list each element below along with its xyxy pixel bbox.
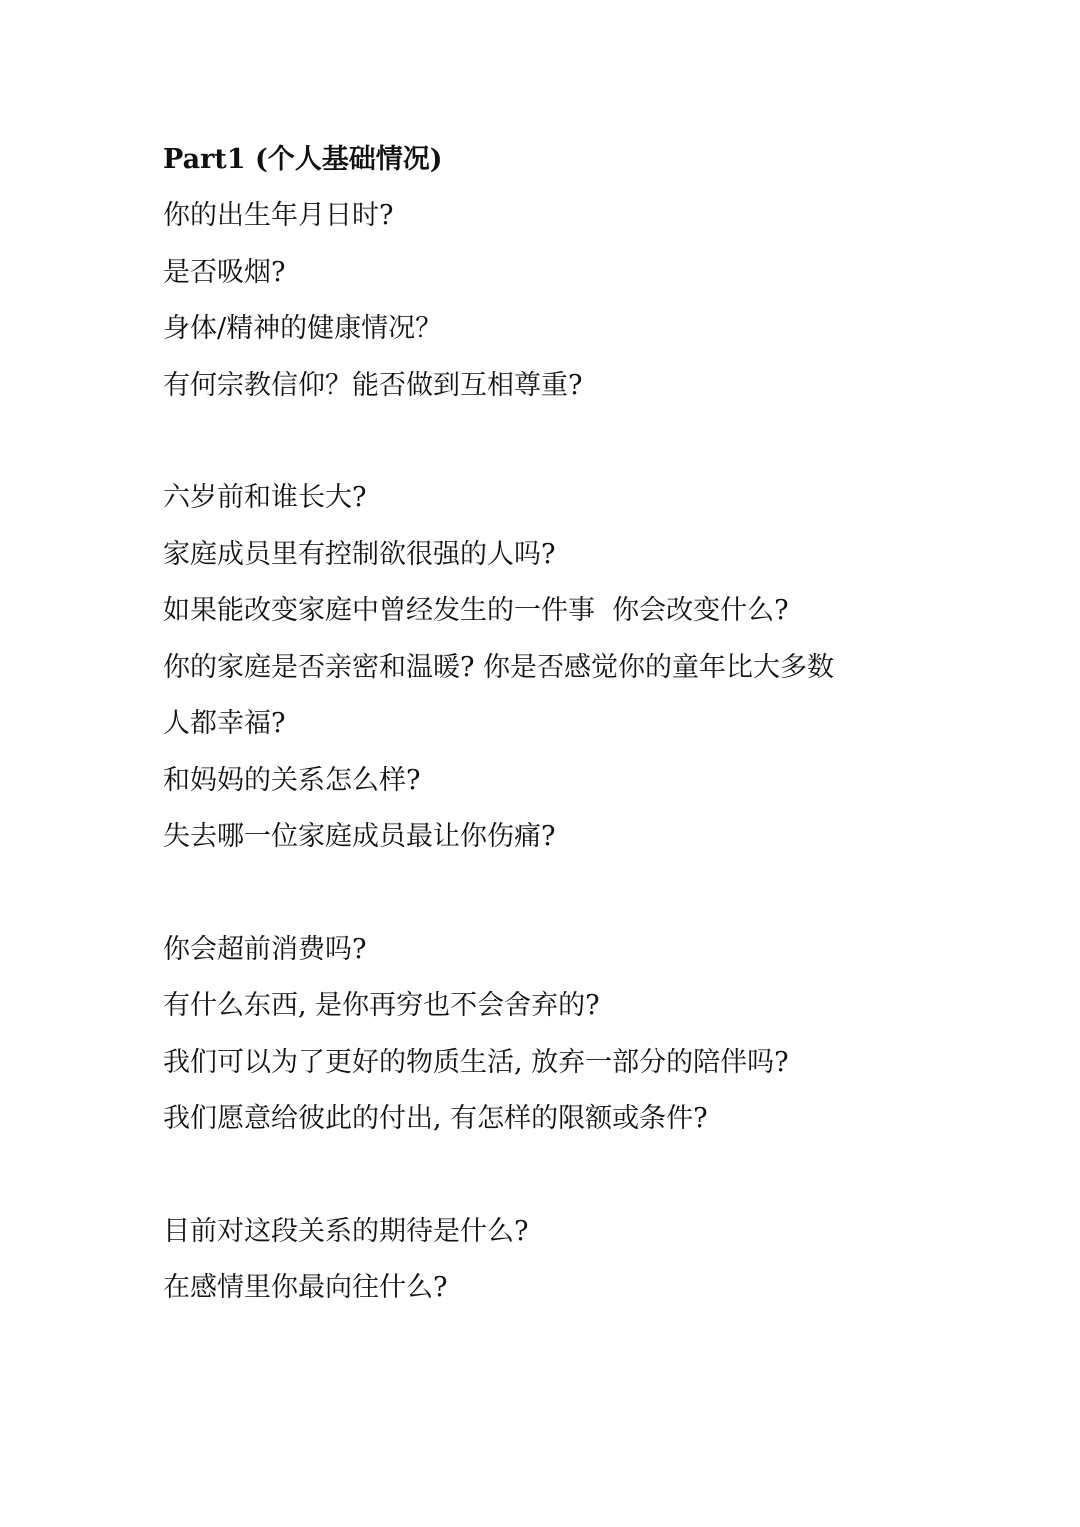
- question-line: 你的家庭是否亲密和温暖? 你是否感觉你的童年比大多数: [163, 651, 835, 683]
- question-line: 有什么东西, 是你再穷也不会舍弃的?: [163, 990, 600, 1021]
- section-relationship: [163, 1204, 983, 1317]
- section-money: [163, 922, 983, 1148]
- question-line: 失去哪一位家庭成员最让你伤痛?: [163, 821, 556, 852]
- question-line: 目前对这段关系的期待是什么?: [163, 1215, 529, 1247]
- question-line: 和妈妈的关系怎么样?: [163, 764, 421, 796]
- section-spacer: [163, 866, 983, 922]
- question-line: 我们可以为了更好的物质生活, 放弃一部分的陪伴吗?: [163, 1046, 789, 1078]
- question-line: 在感情里你最向往什么?: [163, 1272, 448, 1303]
- section-spacer: [163, 1148, 983, 1204]
- document-page: [163, 132, 983, 1317]
- question-line: 家庭成员里有控制欲很强的人吗?: [163, 538, 556, 570]
- question-line: 人都幸福?: [163, 708, 286, 739]
- section-family: [163, 470, 983, 866]
- question-line: 是否吸烟?: [163, 256, 286, 288]
- question-line: 我们愿意给彼此的付出, 有怎样的限额或条件?: [163, 1103, 708, 1134]
- section-personal-basics: [163, 188, 983, 414]
- question-line: 你的出生年月日时?: [163, 200, 394, 231]
- question-line: 如果能改变家庭中曾经发生的一件事 你会改变什么?: [163, 595, 789, 626]
- question-line: 你会超前消费吗?: [163, 933, 367, 965]
- question-line: 六岁前和谁长大?: [163, 482, 367, 513]
- section-spacer: [163, 414, 983, 470]
- question-line: 有何宗教信仰？能否做到互相尊重?: [163, 369, 583, 401]
- question-line: 身体/精神的健康情况？: [163, 313, 443, 344]
- part-heading: Part1 (个人基础情况): [163, 144, 443, 175]
